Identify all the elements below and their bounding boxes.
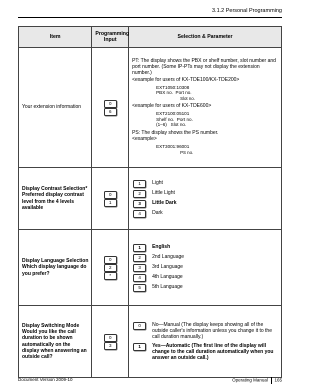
table-row [19, 48, 282, 168]
option-item [132, 343, 278, 362]
option-label: Yes—Automatic (The first line of the display will change to the call duration automatically when you answer an outside call.) [152, 342, 274, 361]
header-rule [18, 17, 282, 18]
example-label: <example> [132, 136, 157, 143]
key-button: 1 [133, 343, 146, 351]
key-button: 0 [104, 191, 117, 199]
programming-table [18, 26, 282, 378]
key-button: 4 [133, 210, 146, 218]
column-header-input: Programming Input [92, 27, 129, 48]
key-button: 2 [104, 264, 117, 272]
footer-divider [271, 377, 272, 384]
option-label: English [152, 244, 171, 251]
example-display [156, 111, 278, 128]
page-number: 165 [274, 377, 282, 383]
key-button: 4 [133, 274, 146, 282]
option-item [132, 190, 278, 198]
option-label: 5th Language [152, 284, 183, 291]
option-item [132, 322, 278, 341]
description-text: PS: The display shows the PS number. [132, 129, 219, 136]
key-button: 0 [104, 100, 117, 108]
label-pbx-no: PBX no. [156, 90, 173, 96]
table-row [19, 306, 282, 378]
key-button: 1 [133, 244, 146, 252]
item-cell: Display Language Selection Which display language do you prefer? [19, 230, 92, 306]
option-item [132, 200, 278, 208]
example-label: <example for users of KX-TDE100/KX-TDE200> [132, 76, 240, 83]
input-cell [92, 230, 129, 306]
key-button: 3 [104, 342, 117, 350]
key-button: 3 [133, 200, 146, 208]
manual-title: Operating Manual [232, 377, 268, 383]
option-label: 3rd Language [152, 264, 183, 271]
option-item [132, 284, 278, 292]
option-label: Dark [152, 210, 163, 217]
selection-cell [129, 306, 282, 378]
label-slot-no: Slot no. [180, 95, 195, 101]
selection-cell [129, 48, 282, 168]
key-button: 0 [133, 322, 146, 330]
key-button: 0 [104, 334, 117, 342]
option-item [132, 264, 278, 272]
key-button: 1 [133, 180, 146, 188]
table-row [19, 230, 282, 306]
option-label: No—Manual (The display keeps showing all of the outside caller's information unless you change it to the call duration manually.) [152, 321, 272, 341]
item-cell: Display Switching Mode Would you like the call duration to be shown automatically on the display when answering an outside call? [19, 306, 92, 378]
display-text: EXT1050:10308 [156, 84, 190, 90]
document-version: Document Version 2009-10 [18, 377, 73, 382]
selection-cell [129, 168, 282, 230]
selection-cell [129, 230, 282, 306]
display-text: EXT3001:96001 [156, 144, 190, 150]
input-cell [92, 48, 129, 168]
star-key-button: * [104, 272, 117, 280]
example-display [156, 144, 278, 155]
key-button: 6 [104, 108, 117, 116]
key-button: 5 [133, 284, 146, 292]
option-item [132, 254, 278, 262]
display-text: EXT2100:05101 [156, 111, 190, 117]
example-label: <example for users of KX-TDE600> [132, 103, 212, 110]
column-header-selection: Selection & Parameter [129, 27, 282, 48]
option-label: Little Light [152, 190, 175, 197]
option-item [132, 180, 278, 188]
example-display [156, 85, 278, 101]
label-ps-no: PS no. [180, 149, 194, 155]
option-item [132, 210, 278, 218]
input-cell [92, 306, 129, 378]
key-button: 1 [104, 199, 117, 207]
label-port-no: Port no. [175, 90, 192, 96]
option-item [132, 274, 278, 282]
table-row [19, 168, 282, 230]
label-port-no: Port no. [176, 116, 193, 122]
key-button: 0 [104, 256, 117, 264]
footer-right [232, 377, 282, 384]
page-footer [18, 377, 282, 382]
item-cell: Your extension information [19, 48, 92, 168]
label-range: (1–6) [156, 122, 167, 128]
label-slot-no: Slot no. [170, 122, 187, 128]
option-label: 4th Language [152, 274, 183, 281]
option-label: Little Dark [152, 200, 177, 207]
description-text: PT: The display shows the PBX or shelf number, slot number and port number. (Some IP-PTs may not display the extension number.) [132, 57, 276, 77]
option-label: Light [152, 180, 163, 187]
section-header: 3.1.2 Personal Programming [211, 8, 282, 14]
key-button: 2 [133, 254, 146, 262]
column-header-item: Item [19, 27, 92, 48]
table-header-row [19, 27, 282, 48]
option-item [132, 244, 278, 252]
input-cell [92, 168, 129, 230]
option-label: 2nd Language [152, 254, 185, 261]
item-cell: Display Contrast Selection* Preferred display contrast level from the 4 levels available [19, 168, 92, 230]
key-button: 2 [133, 190, 146, 198]
key-button: 3 [133, 264, 146, 272]
label-shelf-no: Shelf no. [156, 116, 175, 122]
